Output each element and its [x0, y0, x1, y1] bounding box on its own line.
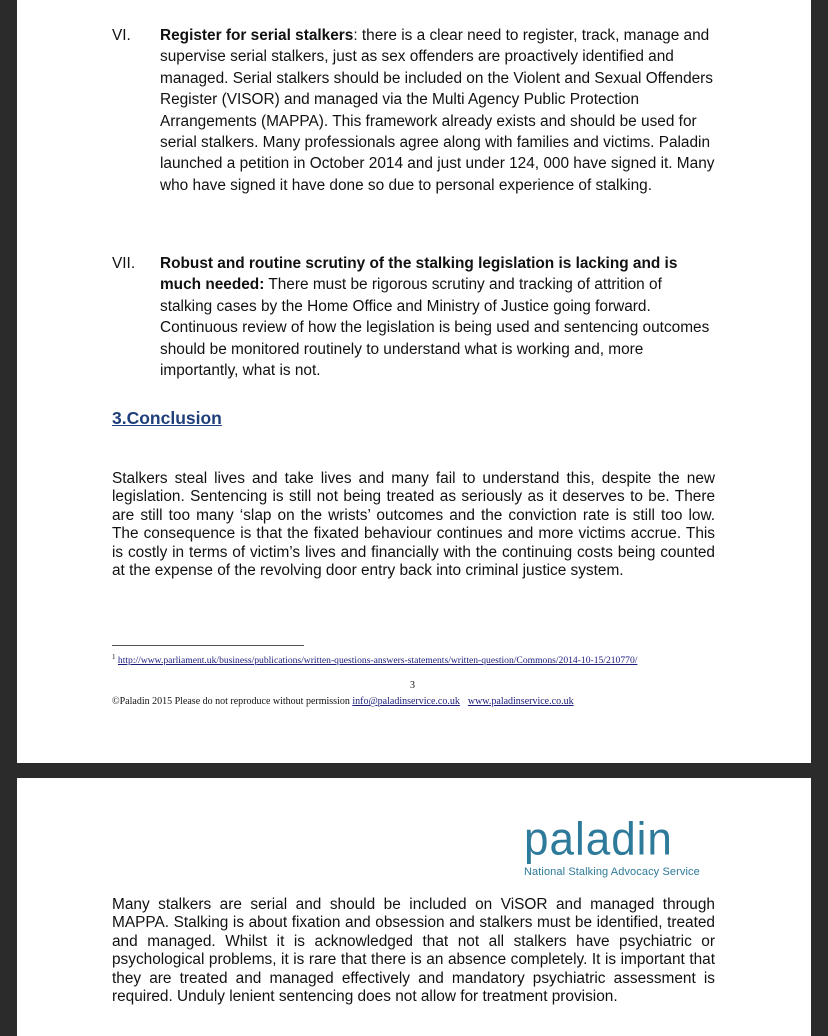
list-item-body — [160, 25, 716, 196]
footer-copyright: ©Paladin 2015 Please do not reproduce without permission — [112, 696, 353, 707]
footnote-mark: 1 — [112, 653, 116, 661]
footnote-link[interactable]: http://www.parliament.uk/business/publications/written-questions-answers-statements/written-question/Commons/2014-10-15/210770/ — [117, 655, 638, 667]
list-item-number: VI. — [112, 27, 131, 44]
logo-tagline: National Stalking Advocacy Service — [524, 866, 700, 878]
list-item-text: There must be rigorous scrutiny and tracking of attrition of stalking cases by the Home Office and Ministry of Justice going forward. Continuous review of how the legislation is being used and sentencing outcomes should be monitored routinely to understand what is working and, more importantly, what is not. — [160, 276, 710, 380]
footer-email-link[interactable]: info@paladinservice.co.uk — [352, 696, 460, 707]
list-item-title: Register for serial stalkers — [160, 27, 354, 44]
document-page-2 — [17, 778, 811, 1036]
section-heading-conclusion: 3.Conclusion — [112, 408, 222, 428]
list-item-number: VII. — [112, 255, 136, 272]
conclusion-paragraph: Stalkers steal lives and take lives and many fail to understand this, despite the new legislation. Sentencing is still not being treated as seriously as it deserves to be. There are still too many ‘slap on the wrists’ outcomes and the conviction rate is still too low. The consequence is that the fixated behaviour continues and more victims accrue. This is costly in terms of victim’s lives and financially with the continuing costs being counted at the expense of the revolving door entry back into criminal justice system. — [112, 470, 715, 580]
document-page-1 — [17, 0, 811, 763]
footnote-divider — [112, 645, 304, 646]
footnote — [112, 653, 637, 666]
page-number: 3 — [410, 680, 415, 691]
logo-wordmark: paladin — [524, 813, 673, 866]
list-item-body — [160, 253, 716, 381]
footer-website-link[interactable]: www.paladinservice.co.uk — [467, 696, 574, 707]
page-footer — [112, 696, 574, 707]
list-item-title: Robust and routine scrutiny of the stalking legislation is lacking and is much needed: — [160, 255, 678, 294]
paladin-logo — [524, 813, 700, 878]
list-item-text: : there is a clear need to register, track, manage and supervise serial stalkers, just as sex offenders are proactively identified and managed. Serial stalkers should be included on the Violent and Sexual Offenders Register (VISOR) and managed via the Multi Agency Public Protection Arrangements (MAPPA). This framework already exists and should be used for serial stalkers. Many professionals agree along with families and victims. Paladin launched a petition in October 2014 and just under 124, 000 have signed it. Many who have signed it have done so due to personal experience of stalking. — [160, 27, 715, 194]
page2-paragraph: Many stalkers are serial and should be included on ViSOR and managed through MAPPA. Stalking is about fixation and obsession and stalkers must be identified, treated and managed. Whilst it is acknowledged that not all stalkers have psychiatric or psychological problems, it is rare that there is an absence completely. It is important that they are treated and managed effectively and mandatory psychiatric assessment is required. Unduly lenient sentencing does not allow for treatment provision. — [112, 896, 715, 1006]
